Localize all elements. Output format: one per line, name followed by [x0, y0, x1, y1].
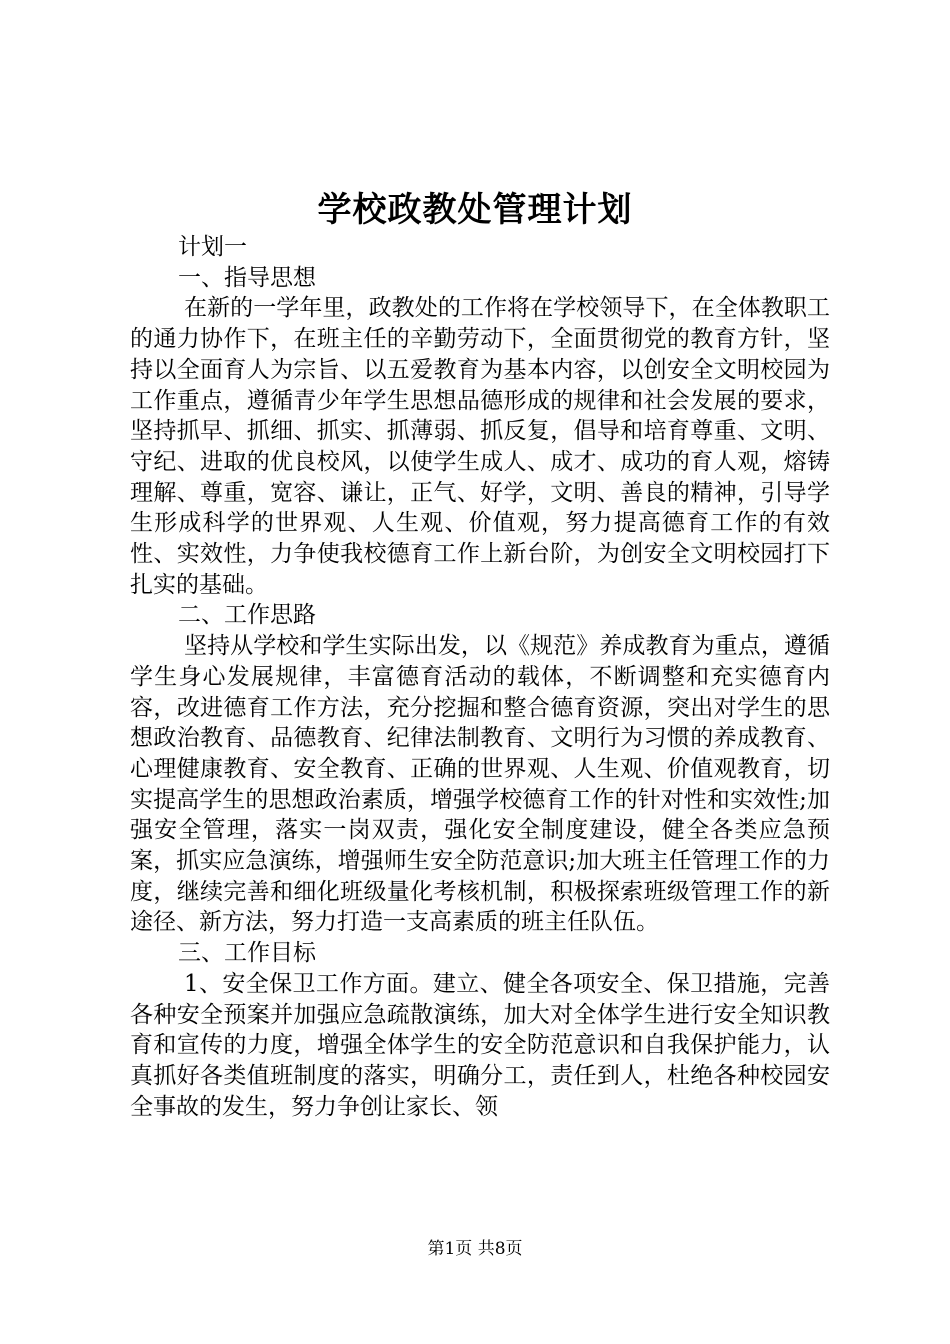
section-heading-work-approach: 二、工作思路: [178, 602, 316, 629]
plan-label: 计划一: [178, 234, 247, 260]
section-heading-guiding-ideology: 一、指导思想: [178, 264, 316, 291]
paragraph-safety-work: 1、安全保卫工作方面。建立、健全各项安全、保卫措施，完善各种安全预案并加强应急疏散演练，加大对全体学生进行安全知识教育和宣传的力度，增强全体学生的安全防范意识和自我保护能力，认真抓好各类值班制度的落实，明确分工，责任到人，杜绝各种校园安全事故的发生，努力争创让家长、领: [130, 970, 830, 1120]
paragraph-work-approach: 坚持从学校和学生实际出发，以《规范》养成教育为重点，遵循学生身心发展规律，丰富德育活动的载体，不断调整和充实德育内容，改进德育工作方法，充分挖掘和整合德育资源，突出对学生的思想政治教育、品德教育、纪律法制教育、文明行为习惯的养成教育、心理健康教育、安全教育、正确的世界观、人生观、价值观教育，切实提高学生的思想政治素质，增强学校德育工作的针对性和实效性;加强安全管理，落实一岗双责，强化安全制度建设，健全各类应急预案，抓实应急演练，增强师生安全防范意识;加大班主任管理工作的力度，继续完善和细化班级量化考核机制，积极探索班级管理工作的新途径、新方法，努力打造一支高素质的班主任队伍。: [130, 633, 830, 936]
page-footer: 第1页 共8页: [427, 1239, 523, 1259]
document-body: [130, 232, 830, 1122]
paragraph-guiding-ideology: 在新的一学年里，政教处的工作将在学校领导下，在全体教职工的通力协作下，在班主任的辛勤劳动下，全面贯彻党的教育方针，坚持以全面育人为宗旨、以五爱教育为基本内容，以创安全文明校园为工作重点，遵循青少年学生思想品德形成的规律和社会发展的要求，坚持抓早、抓细、抓实、抓薄弱、抓反复，倡导和培育尊重、文明、守纪、进取的优良校风，以使学生成人、成才、成功的育人观，熔铸理解、尊重，宽容、谦让，正气、好学，文明、善良的精神，引导学生形成科学的世界观、人生观、价值观，努力提高德育工作的有效性、实效性，力争使我校德育工作上新台阶，为创安全文明校园打下扎实的基础。: [130, 295, 830, 598]
section-heading-work-goals: 三、工作目标: [178, 940, 316, 967]
document-title: 学校政教处管理计划: [317, 190, 633, 230]
